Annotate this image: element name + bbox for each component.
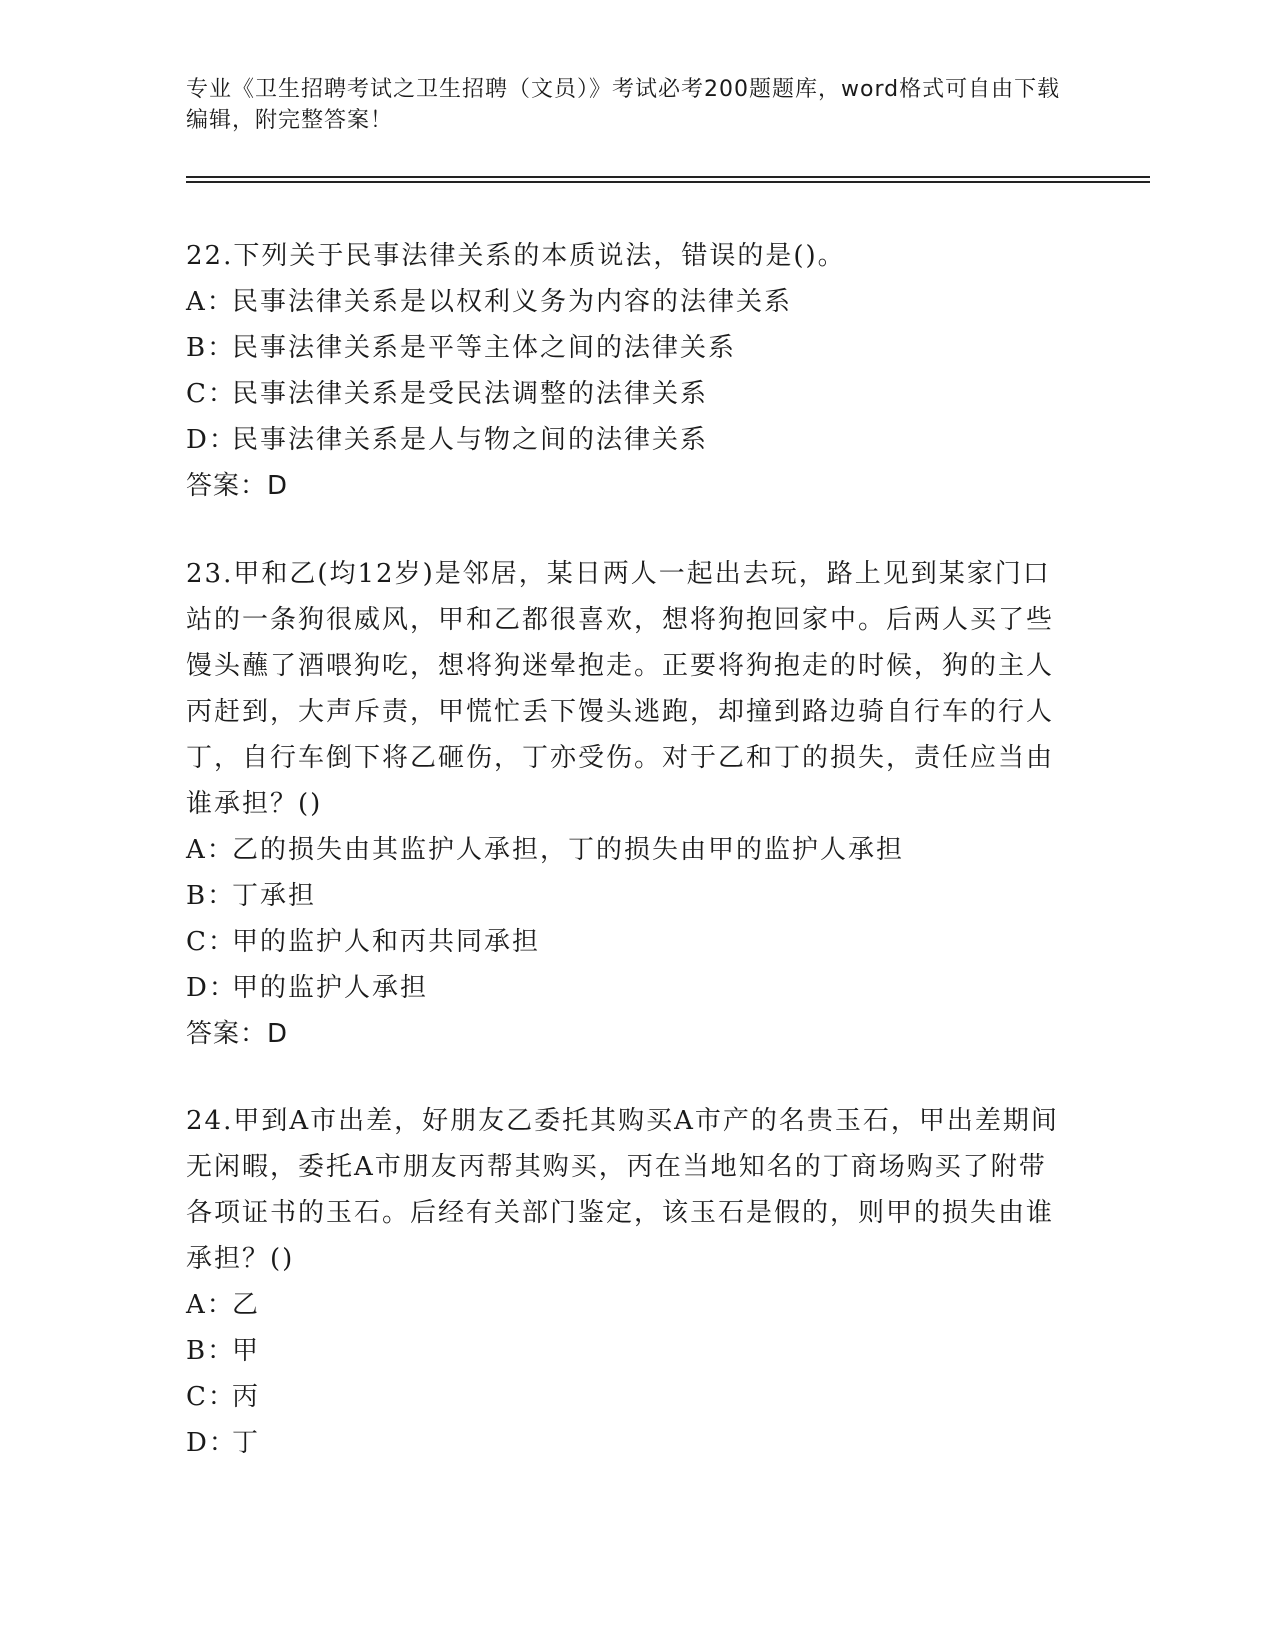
option-text: 乙的损失由其监护人承担，丁的损失由甲的监护人承担 [232, 835, 905, 865]
option-d [186, 417, 1066, 463]
option-key: A： [186, 835, 235, 865]
option-d [186, 965, 1066, 1011]
option-text: 甲的监护人和丙共同承担 [232, 927, 541, 957]
option-c [186, 371, 1066, 417]
document-header: 专业《卫生招聘考试之卫生招聘（文员）》考试必考200题题库，word格式可自由下载编辑，附完整答案！ [186, 77, 1061, 133]
answer-line: 答案：D [186, 471, 289, 501]
option-key: B： [186, 881, 236, 911]
option-c [186, 1374, 1066, 1420]
question-stem: 24.甲到A市出差，好朋友乙委托其购买A市产的名贵玉石，甲出差期间无闲暇，委托A市朋友丙帮其购买，丙在当地知名的丁商场购买了附带各项证书的玉石。后经有关部门鉴定，该玉石是假的，则甲的损失由谁承担？() [186, 1106, 1059, 1274]
option-text: 丙 [232, 1382, 261, 1412]
option-text: 乙 [232, 1290, 261, 1320]
option-key: D： [186, 973, 237, 1003]
question-24 [186, 1098, 1066, 1466]
option-key: D： [186, 1428, 237, 1458]
option-b [186, 1328, 1066, 1374]
option-d [186, 1420, 1066, 1466]
question-22 [186, 233, 1066, 509]
option-key: C： [186, 379, 236, 409]
option-text: 丁 [232, 1428, 261, 1458]
question-stem: 22.下列关于民事法律关系的本质说法，错误的是()。 [186, 241, 846, 271]
option-text: 民事法律关系是平等主体之间的法律关系 [232, 333, 737, 363]
option-c [186, 919, 1066, 965]
option-key: A： [186, 287, 235, 317]
answer-line: 答案：D [186, 1019, 289, 1049]
header-divider-top [186, 176, 1150, 178]
header-divider-bottom [186, 181, 1150, 183]
option-text: 甲 [232, 1336, 261, 1366]
option-text: 民事法律关系是人与物之间的法律关系 [232, 425, 709, 455]
option-key: C： [186, 927, 236, 957]
option-b [186, 873, 1066, 919]
option-b [186, 325, 1066, 371]
question-stem: 23.甲和乙(均12岁)是邻居，某日两人一起出去玩，路上见到某家门口站的一条狗很威风，甲和乙都很喜欢，想将狗抱回家中。后两人买了些馒头蘸了酒喂狗吃，想将狗迷晕抱走。正要将狗抱走的时候，狗的主人丙赶到，大声斥责，甲慌忙丢下馒头逃跑，却撞到路边骑自行车的行人丁，自行车倒下将乙砸伤，丁亦受伤。对于乙和丁的损失，责任应当由谁承担？() [186, 559, 1055, 819]
option-key: C： [186, 1382, 236, 1412]
option-text: 民事法律关系是以权利义务为内容的法律关系 [232, 287, 793, 317]
option-a [186, 279, 1066, 325]
option-a [186, 1282, 1066, 1328]
option-text: 民事法律关系是受民法调整的法律关系 [232, 379, 709, 409]
option-text: 丁承担 [232, 881, 317, 911]
option-key: B： [186, 333, 236, 363]
option-key: B： [186, 1336, 236, 1366]
option-key: A： [186, 1290, 235, 1320]
option-key: D： [186, 425, 237, 455]
option-text: 甲的监护人承担 [232, 973, 429, 1003]
question-23 [186, 551, 1066, 1057]
option-a [186, 827, 1066, 873]
